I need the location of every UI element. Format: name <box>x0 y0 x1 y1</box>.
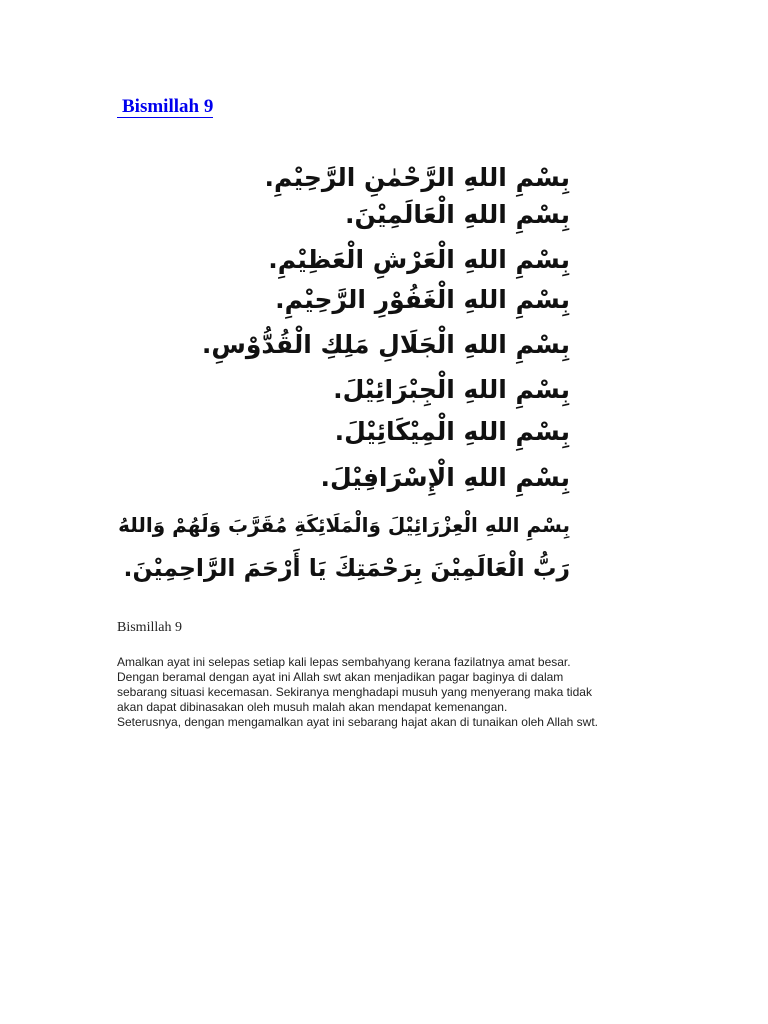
body-line: akan dapat dibinasakan oleh musuh malah akan mendapat kemenangan. <box>117 700 508 714</box>
arabic-line <box>118 458 570 498</box>
body-text <box>117 655 677 730</box>
body-line: Dengan beramal dengan ayat ini Allah swt akan menjadikan pagar baginya di dalam <box>117 670 564 684</box>
page-title <box>117 95 213 119</box>
arabic-line-text: بِسْمِ اللهِ الْجَلَالِ مَلِكِ الْقُدُّوْسِ. <box>201 330 570 359</box>
arabic-line <box>118 280 570 320</box>
arabic-line-text: رَبُّ الْعَالَمِيْنَ بِرَحْمَتِكَ يَا أَرْحَمَ الرَّاحِمِيْنَ. <box>123 554 570 582</box>
arabic-line <box>118 505 570 545</box>
arabic-line-text: بِسْمِ اللهِ الْجِبْرَائِيْلَ. <box>333 375 570 404</box>
arabic-line-text: بِسْمِ اللهِ الْإِسْرَافِيْلَ. <box>320 463 570 492</box>
body-line: Seterusnya, dengan mengamalkan ayat ini sebarang hajat akan di tunaikan oleh Allah swt. <box>117 715 598 729</box>
body-line: Amalkan ayat ini selepas setiap kali lepas sembahyang kerana fazilatnya amat besar. <box>117 655 571 669</box>
image-caption: Bismillah 9 <box>117 620 182 635</box>
arabic-line-text: بِسْمِ اللهِ الْمِيْكَائِيْلَ. <box>334 417 570 446</box>
arabic-line <box>118 412 570 452</box>
arabic-line <box>118 325 570 365</box>
arabic-line-text: بِسْمِ اللهِ الْعَرْشِ الْعَظِيْمِ. <box>268 245 570 274</box>
arabic-line <box>118 370 570 410</box>
arabic-line <box>118 548 570 588</box>
bismillah-arabic-image <box>118 140 570 596</box>
body-line: sebarang situasi kecemasan. Sekiranya menghadapi musuh yang menyerang maka tidak <box>117 685 592 699</box>
arabic-line <box>118 240 570 280</box>
arabic-line <box>118 195 570 235</box>
title-link[interactable]: Bismillah 9 <box>117 96 213 118</box>
arabic-line-text: بِسْمِ اللهِ الْعِزْرَائِيْلَ وَالْمَلَائِكَةِ مُقَرَّبَ وَلَهُمْ وَاللهُ <box>118 513 570 537</box>
arabic-line-text: بِسْمِ اللهِ الْغَفُوْرِ الرَّحِيْمِ. <box>275 285 570 314</box>
arabic-line-text: بِسْمِ اللهِ الرَّحْمٰنِ الرَّحِيْمِ. <box>264 163 570 192</box>
arabic-line-text: بِسْمِ اللهِ الْعَالَمِيْنَ. <box>345 200 570 229</box>
arabic-line <box>118 158 570 198</box>
